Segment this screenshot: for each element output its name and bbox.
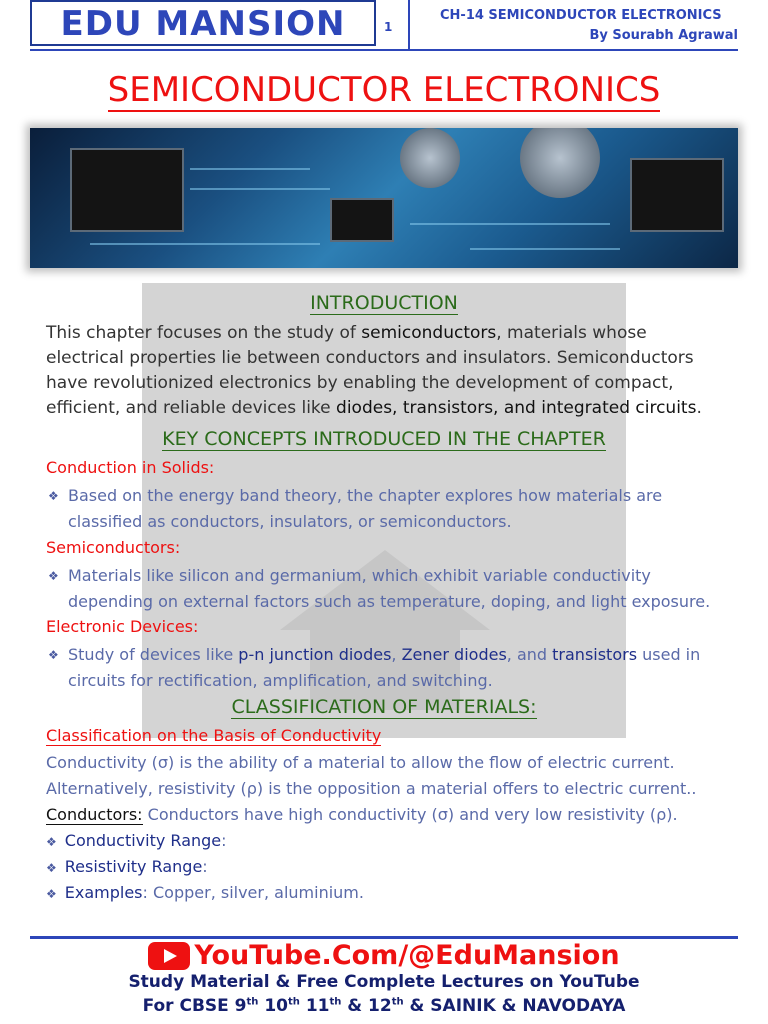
trace-line bbox=[190, 168, 310, 170]
list-item: ❖ Based on the energy band theory, the chapter explores how materials are classified as conductors, insulators, or semiconductors. bbox=[46, 483, 726, 535]
brand-logo: EDU MANSION bbox=[60, 4, 346, 44]
list-item: ❖ Materials like silicon and germanium, which exhibit variable conductivity depending on external factors such as temperature, doping, and light exposure. bbox=[46, 563, 726, 615]
footer-audience: For CBSE 9th 10th 11th & 12th & SAINIK & NAVODAYA bbox=[142, 996, 626, 1016]
youtube-play-icon bbox=[148, 942, 190, 970]
capacitor-shape bbox=[520, 128, 600, 198]
conductors-line: Conductors: Conductors have high conductivity (σ) and very low resistivity (ρ). bbox=[46, 805, 678, 824]
header-divider bbox=[408, 0, 410, 50]
chip-shape bbox=[630, 158, 724, 232]
classification-subheading: Classification on the Basis of Conductivity bbox=[46, 726, 382, 745]
trace-line bbox=[190, 188, 330, 190]
diamond-bullet-icon: ❖ bbox=[48, 489, 59, 503]
header-rule bbox=[30, 49, 738, 51]
diamond-bullet-icon: ❖ bbox=[46, 861, 57, 875]
trace-line bbox=[410, 223, 610, 225]
brand-logo-box bbox=[30, 0, 376, 46]
trace-line bbox=[470, 248, 620, 250]
diamond-bullet-icon: ❖ bbox=[48, 648, 59, 662]
list-item: ❖ Study of devices like p-n junction diodes, Zener diodes, and transistors used in circuits for rectification, amplification, and switching. bbox=[46, 642, 726, 694]
youtube-link[interactable]: YouTube.Com/@EduMansion bbox=[0, 940, 768, 971]
page-number: 1 bbox=[384, 20, 393, 34]
chip-shape bbox=[70, 148, 184, 232]
diamond-bullet-icon: ❖ bbox=[46, 887, 57, 901]
footer-rule bbox=[30, 936, 738, 939]
semiconductors-label: Semiconductors: bbox=[46, 538, 181, 557]
list-item: ❖ Resistivity Range: bbox=[46, 857, 208, 876]
author-name: By Sourabh Agrawal bbox=[589, 28, 738, 43]
capacitor-shape bbox=[400, 128, 460, 188]
resistivity-definition: Alternatively, resistivity (ρ) is the opposition a material offers to electric current.. bbox=[46, 779, 697, 798]
key-concepts-heading: KEY CONCEPTS INTRODUCED IN THE CHAPTER bbox=[162, 428, 606, 450]
electronic-devices-label: Electronic Devices: bbox=[46, 617, 199, 636]
classification-heading: CLASSIFICATION OF MATERIALS: bbox=[231, 696, 537, 718]
diamond-bullet-icon: ❖ bbox=[48, 569, 59, 583]
introduction-heading: INTRODUCTION bbox=[310, 292, 458, 314]
conduction-label: Conduction in Solids: bbox=[46, 458, 215, 477]
page-header bbox=[0, 0, 768, 50]
list-item: ❖ Conductivity Range: bbox=[46, 831, 227, 850]
circuit-board-image bbox=[30, 128, 738, 268]
page-title: SEMICONDUCTOR ELECTRONICS bbox=[107, 70, 661, 110]
conductivity-definition: Conductivity (σ) is the ability of a material to allow the flow of electric current. bbox=[46, 753, 675, 772]
chip-shape bbox=[330, 198, 394, 242]
introduction-paragraph: This chapter focuses on the study of semiconductors, materials whose electrical properties lie between conductors and insulators. Semiconductors have revolutionized electronics by enabling the development of compact, efficient, and reliable devices like diodes, transistors, and integrated circuits. bbox=[46, 323, 702, 418]
diamond-bullet-icon: ❖ bbox=[46, 835, 57, 849]
trace-line bbox=[90, 243, 320, 245]
list-item: ❖ Examples: Copper, silver, aluminium. bbox=[46, 883, 364, 902]
footer-tagline: Study Material & Free Complete Lectures on YouTube bbox=[128, 972, 640, 992]
chapter-title: CH-14 SEMICONDUCTOR ELECTRONICS bbox=[440, 8, 722, 23]
